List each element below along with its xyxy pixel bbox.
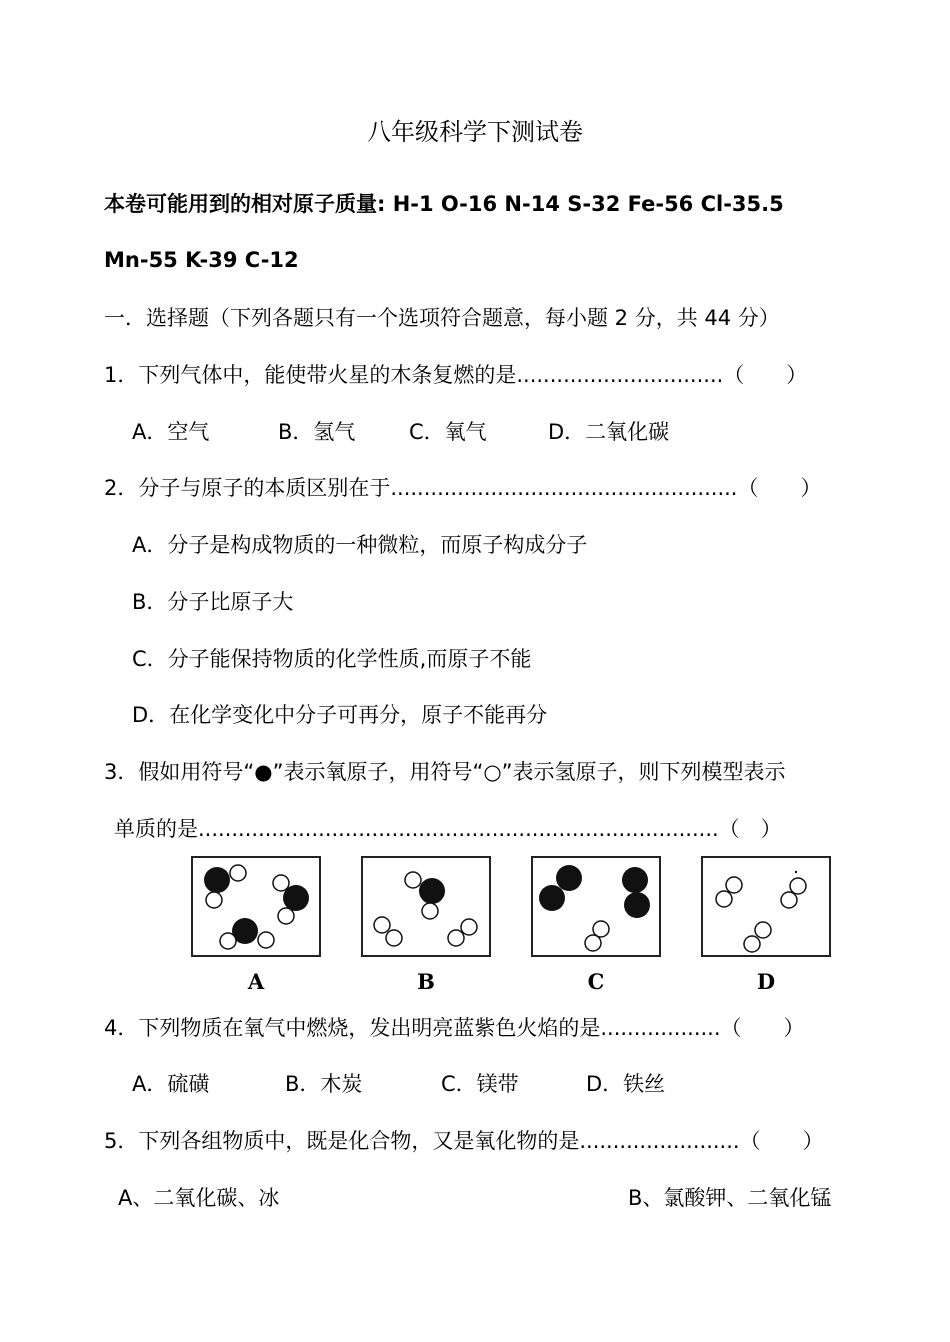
question-3-stem-line-2: 单质的是..............................................................................（ ） bbox=[114, 817, 782, 841]
question-4-option-c: C．镁带 bbox=[441, 1072, 519, 1096]
question-2-option-a: A．分子是构成物质的一种微粒，而原子构成分子 bbox=[132, 533, 588, 557]
molecule-model-d bbox=[701, 856, 831, 957]
molecule-model-c-drawing bbox=[533, 858, 659, 955]
question-5-stem: 5．下列各组物质中，既是化合物，又是氧化物的是........................（ ） bbox=[104, 1129, 824, 1153]
figure-label-b: B bbox=[417, 969, 435, 994]
question-2-option-d: D．在化学变化中分子可再分，原子不能再分 bbox=[132, 703, 548, 727]
figure-label-d: D bbox=[756, 969, 776, 994]
question-2-stem: 2．分子与原子的本质区别在于....................................................（ ） bbox=[104, 476, 822, 500]
question-1-option-d: D．二氧化碳 bbox=[548, 420, 670, 444]
question-4-stem: 4．下列物质在氧气中燃烧，发出明亮蓝紫色火焰的是..................（ ） bbox=[104, 1016, 805, 1040]
question-5-option-a: A、二氧化碳、冰 bbox=[118, 1186, 280, 1210]
page-title: 八年级科学下测试卷 bbox=[367, 118, 583, 146]
figure-label-a: A bbox=[247, 969, 265, 994]
question-1-stem: 1．下列气体中，能使带火星的木条复燃的是...............................（ ） bbox=[104, 363, 808, 387]
molecule-model-b bbox=[361, 856, 491, 957]
molecule-model-c bbox=[531, 856, 661, 957]
question-2-option-b: B．分子比原子大 bbox=[132, 590, 294, 614]
question-4-option-a: A．硫磺 bbox=[132, 1072, 210, 1096]
figure-label-c: C bbox=[587, 969, 605, 994]
molecule-model-d-drawing bbox=[703, 858, 829, 955]
question-1-option-a: A．空气 bbox=[132, 420, 210, 444]
atomic-masses-line-1: 本卷可能用到的相对原子质量: H-1 O-16 N-14 S-32 Fe-56 Cl-35.5 bbox=[104, 192, 784, 216]
question-5-option-b: B、氯酸钾、二氧化锰 bbox=[628, 1186, 832, 1210]
question-2-option-c: C．分子能保持物质的化学性质,而原子不能 bbox=[132, 647, 532, 671]
question-3-stem-line-1: 3．假如用符号“●”表示氧原子，用符号“○”表示氢原子，则下列模型表示 bbox=[104, 760, 786, 784]
question-4-option-b: B．木炭 bbox=[285, 1072, 363, 1096]
atomic-masses-line-2: Mn-55 K-39 C-12 bbox=[104, 248, 299, 272]
section-heading: 一．选择题（下列各题只有一个选项符合题意，每小题 2 分，共 44 分） bbox=[104, 306, 780, 330]
molecule-model-a-drawing bbox=[193, 858, 319, 955]
molecule-model-a bbox=[191, 856, 321, 957]
question-4-option-d: D．铁丝 bbox=[586, 1072, 666, 1096]
molecule-model-b-drawing bbox=[363, 858, 489, 955]
question-1-option-c: C．氧气 bbox=[409, 420, 487, 444]
question-1-option-b: B．氢气 bbox=[278, 420, 356, 444]
